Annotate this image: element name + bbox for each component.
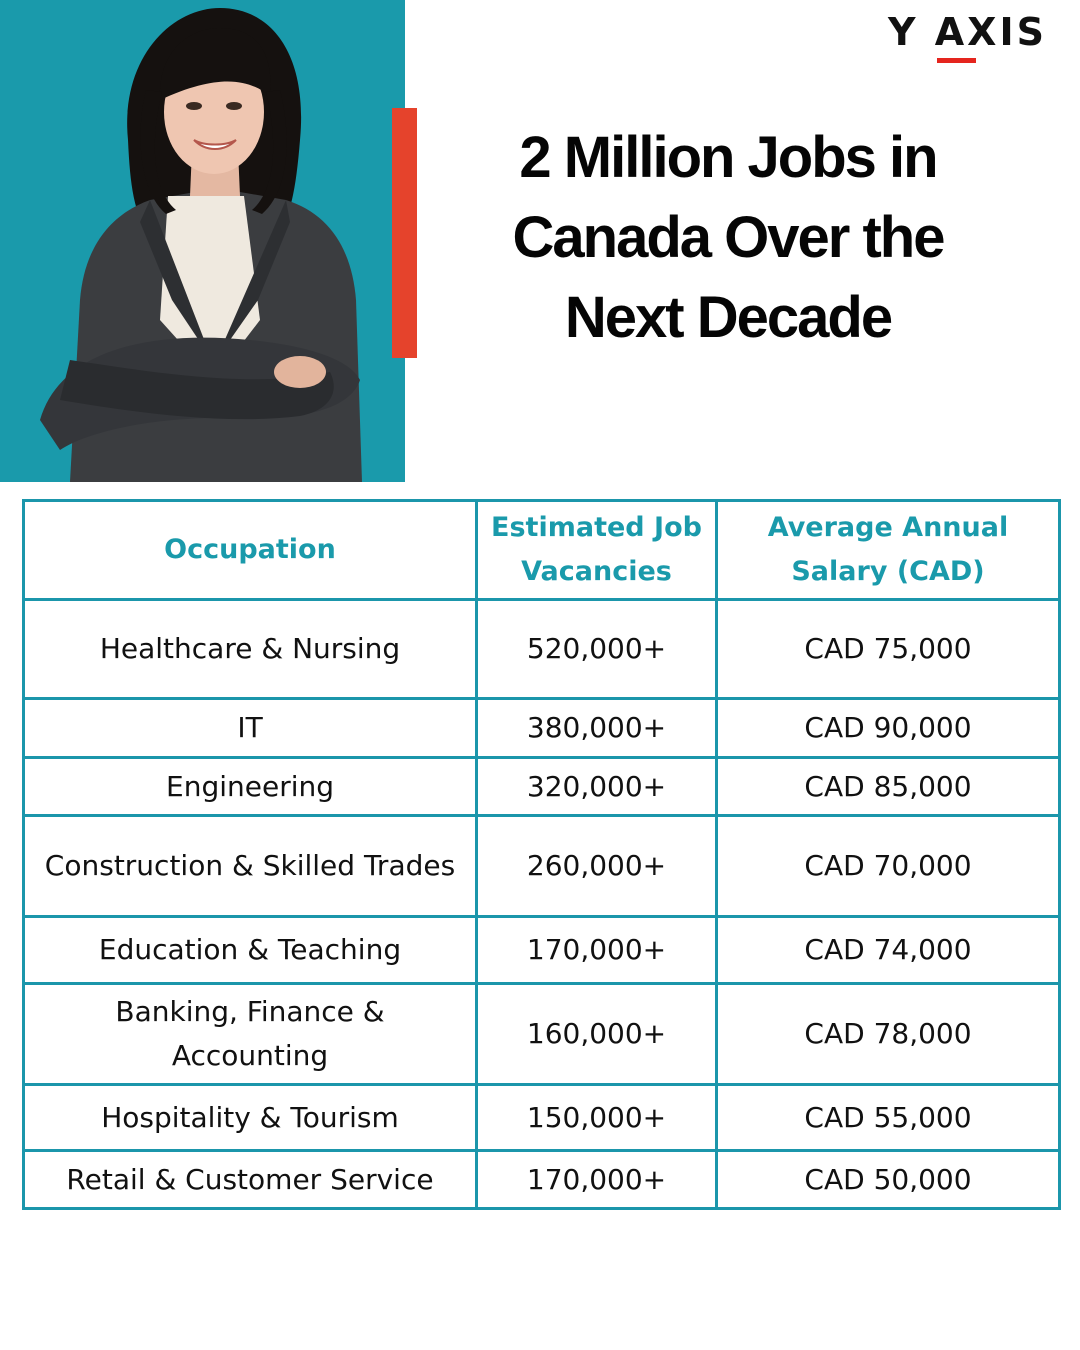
- table-row: [24, 1151, 1060, 1209]
- vacancies-cell: 380,000+: [477, 699, 717, 758]
- occupation-cell: Education & Teaching: [24, 917, 477, 984]
- title-line-2: Canada Over the: [512, 205, 944, 270]
- title-line-3: Next Decade: [564, 285, 892, 350]
- vacancies-cell: 260,000+: [477, 816, 717, 917]
- salary-cell: CAD 55,000: [717, 1085, 1060, 1151]
- vacancies-cell: 520,000+: [477, 600, 717, 699]
- vacancies-cell: 170,000+: [477, 917, 717, 984]
- salary-cell: CAD 70,000: [717, 816, 1060, 917]
- occupation-cell: Engineering: [24, 758, 477, 816]
- header-occupation: Occupation: [24, 501, 477, 600]
- salary-cell: CAD 50,000: [717, 1151, 1060, 1209]
- occupation-cell: IT: [24, 699, 477, 758]
- businesswoman-portrait-icon: [0, 0, 405, 482]
- occupation-cell: Hospitality & Tourism: [24, 1085, 477, 1151]
- table-row: [24, 816, 1060, 917]
- occupation-cell: Retail & Customer Service: [24, 1151, 477, 1209]
- vacancies-cell: 160,000+: [477, 984, 717, 1085]
- table-row: [24, 917, 1060, 984]
- salary-cell: CAD 85,000: [717, 758, 1060, 816]
- header-salary: Average Annual Salary (CAD): [717, 501, 1060, 600]
- table-row: [24, 1085, 1060, 1151]
- brand-logo: [888, 6, 1074, 64]
- occupation-cell: Construction & Skilled Trades: [24, 816, 477, 917]
- occupation-cell: Banking, Finance & Accounting: [24, 984, 477, 1085]
- salary-cell: CAD 78,000: [717, 984, 1060, 1085]
- table-row: [24, 699, 1060, 758]
- brand-name: Y AXIS: [888, 10, 1047, 54]
- page-title: [430, 118, 1026, 358]
- portrait-photo: [0, 0, 405, 482]
- title-line-1: 2 Million Jobs in: [519, 125, 937, 190]
- salary-cell: CAD 90,000: [717, 699, 1060, 758]
- vacancies-cell: 320,000+: [477, 758, 717, 816]
- accent-bar: [392, 108, 417, 358]
- table-header-row: [24, 501, 1060, 600]
- brand-underline: [937, 58, 976, 63]
- table-row: [24, 600, 1060, 699]
- vacancies-cell: 170,000+: [477, 1151, 717, 1209]
- table-row: [24, 984, 1060, 1085]
- salary-cell: CAD 74,000: [717, 917, 1060, 984]
- occupation-cell: Healthcare & Nursing: [24, 600, 477, 699]
- jobs-table: [22, 499, 1061, 1210]
- vacancies-cell: 150,000+: [477, 1085, 717, 1151]
- salary-cell: CAD 75,000: [717, 600, 1060, 699]
- header-vacancies: Estimated Job Vacancies: [477, 501, 717, 600]
- table-row: [24, 758, 1060, 816]
